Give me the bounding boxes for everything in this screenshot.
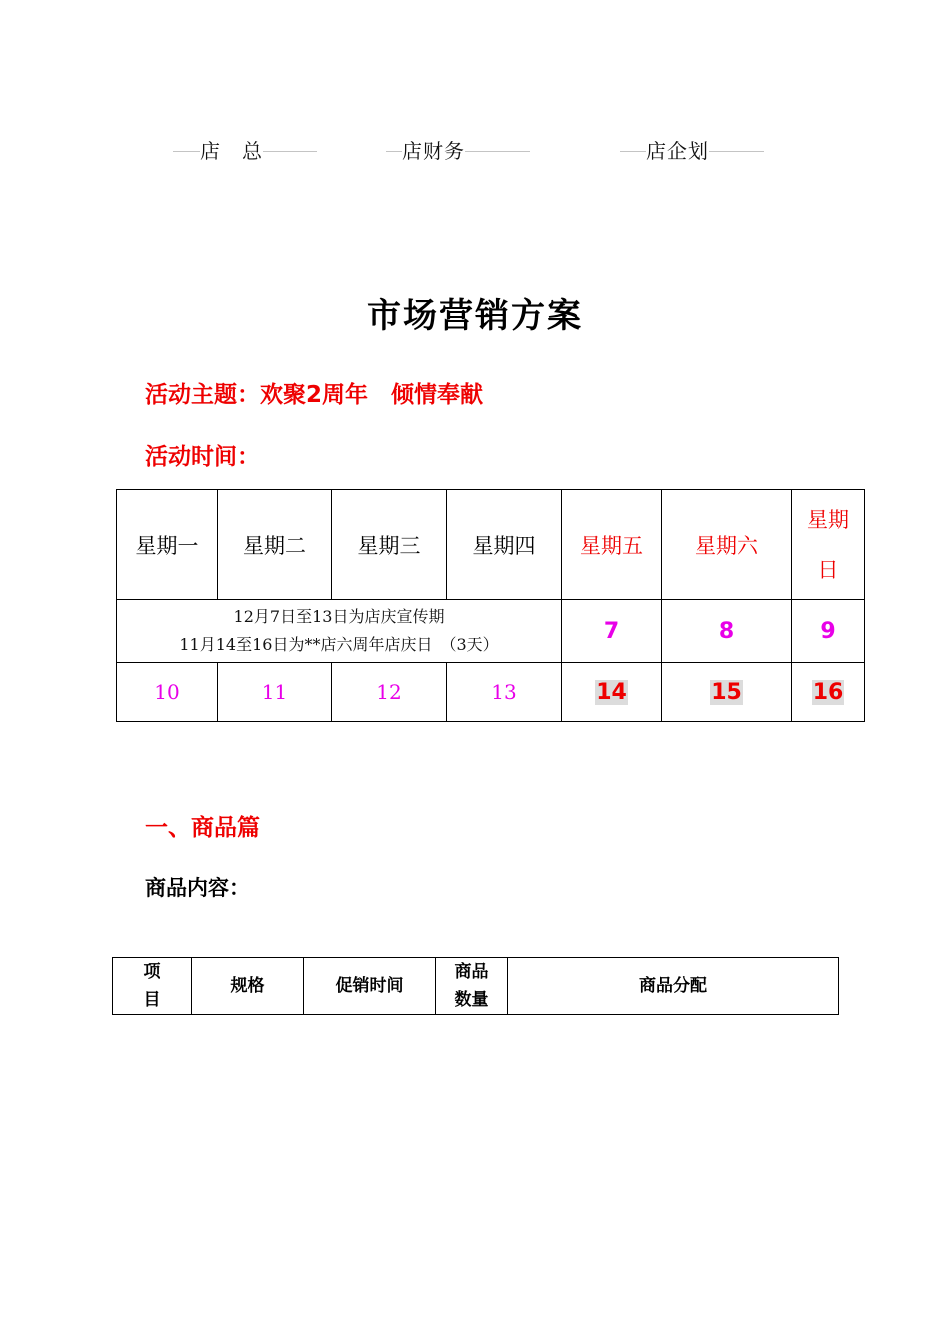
col-header-allocation: 商品分配 (508, 958, 839, 1015)
goods-table-header-row (113, 958, 839, 1015)
promo-period-note: 12月7日至13日为店庆宣传期 (233, 607, 445, 626)
calendar-note-cell (117, 600, 562, 663)
col-header-quantity-line2: 数量 (454, 990, 489, 1010)
activity-time-heading: 活动时间： (145, 444, 260, 470)
document-title: 市场营销方案 (367, 296, 583, 336)
calendar-day (117, 663, 218, 722)
col-header-quantity-line1: 商品 (454, 962, 489, 982)
weekday-header: 星期二 (218, 490, 332, 600)
day-number: 8 (718, 618, 735, 644)
signature-label: 店企划 (646, 139, 709, 163)
calendar-day-anniversary (662, 663, 792, 722)
calendar-day (218, 663, 332, 722)
weekday-header: 星期三 (332, 490, 447, 600)
section-goods-heading: 一、商品篇 (145, 815, 260, 841)
calendar-week-1 (117, 600, 865, 663)
signature-label: 店 总 (200, 139, 263, 163)
day-number: 13 (491, 680, 517, 704)
col-header-item-line2: 目 (143, 990, 161, 1010)
calendar-day-anniversary (562, 663, 662, 722)
highlighted-day-number: 15 (711, 679, 742, 705)
calendar-day (792, 600, 865, 663)
weekday-header: 星期一 (117, 490, 218, 600)
day-number: 9 (820, 618, 836, 644)
activity-theme: 活动主题：欢聚2周年 倾情奉献 (145, 382, 484, 408)
calendar-day-anniversary (792, 663, 865, 722)
weekday-header-sunday (792, 490, 865, 600)
day-number: 10 (154, 680, 180, 704)
signature-store-manager (173, 138, 317, 164)
calendar-header-row (117, 490, 865, 600)
day-number: 7 (603, 618, 620, 644)
day-number: 11 (261, 680, 288, 704)
signature-store-planning (620, 138, 764, 164)
weekday-header-saturday: 星期六 (662, 490, 792, 600)
day-number: 12 (376, 680, 402, 704)
signature-store-finance (386, 138, 530, 164)
signature-label: 店财务 (402, 139, 465, 163)
col-header-spec: 规格 (192, 958, 304, 1015)
col-header-quantity (436, 958, 508, 1015)
goods-content-heading: 商品内容： (145, 876, 250, 900)
calendar-day (332, 663, 447, 722)
calendar-day (447, 663, 562, 722)
calendar-day (562, 600, 662, 663)
goods-table (112, 957, 839, 1015)
calendar-week-2 (117, 663, 865, 722)
col-header-item (113, 958, 192, 1015)
highlighted-day-number: 16 (812, 679, 844, 705)
highlighted-day-number: 14 (596, 679, 627, 705)
weekday-header: 星期四 (447, 490, 562, 600)
sunday-label-line1: 星期 (807, 507, 849, 532)
activity-calendar-table (116, 489, 865, 722)
col-header-promo-time: 促销时间 (304, 958, 436, 1015)
sunday-label-line2: 日 (817, 557, 839, 582)
col-header-item-line1: 项 (143, 962, 161, 982)
calendar-day (662, 600, 792, 663)
anniversary-days-note: 11月14至16日为**店六周年店庆日 （3天） (179, 635, 499, 654)
weekday-header-friday: 星期五 (562, 490, 662, 600)
